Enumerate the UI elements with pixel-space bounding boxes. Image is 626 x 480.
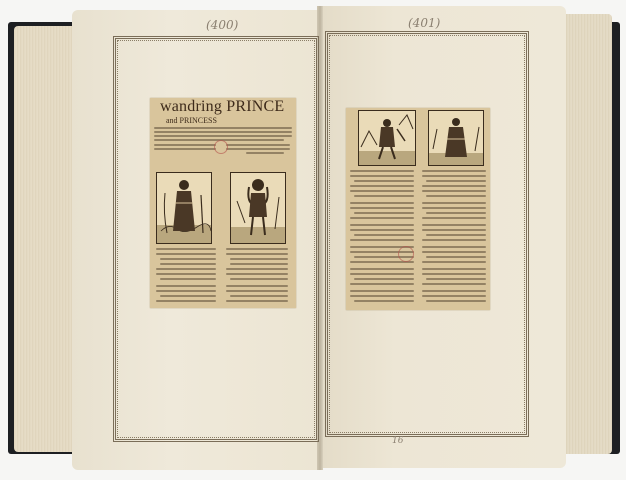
verse-line: [422, 246, 486, 248]
verse-line: [354, 234, 414, 236]
verse-line: [156, 273, 216, 275]
verse-line: [354, 180, 414, 182]
verse-line: [422, 185, 486, 187]
text-line: [154, 135, 292, 137]
text-line: [154, 144, 216, 146]
verse-line: [426, 180, 486, 182]
verse-line: [422, 239, 486, 241]
verse-line: [426, 234, 486, 236]
verse-line: [422, 175, 486, 177]
verse-line: [226, 268, 288, 270]
verse-line: [156, 300, 216, 302]
verse-line: [350, 217, 414, 219]
library-stamp: [214, 140, 228, 154]
ballad-subtitle: and PRINCESS: [166, 116, 217, 125]
text-line: [154, 127, 292, 129]
verse-line: [350, 268, 414, 270]
verse-line: [226, 300, 288, 302]
verse-line: [230, 295, 288, 297]
verse-line: [426, 300, 486, 302]
verse-line: [226, 248, 288, 250]
verse-line: [422, 261, 486, 263]
prince-figure-illustration: [231, 173, 285, 243]
left-page-edges: [14, 26, 76, 452]
verse-line: [156, 268, 216, 270]
woman-figure-illustration: [429, 111, 483, 165]
verse-line: [156, 290, 216, 292]
princess-figure-illustration: [157, 173, 211, 243]
woodcut-prince: [230, 172, 286, 244]
text-line: [226, 144, 290, 146]
text-line: [226, 148, 290, 150]
verse-line: [354, 300, 414, 302]
verse-line: [156, 285, 216, 287]
verse-line: [226, 285, 288, 287]
verse-line: [422, 207, 486, 209]
verse-line: [422, 229, 486, 231]
text-line: [246, 152, 284, 154]
verse-line: [350, 170, 414, 172]
verse-line: [426, 278, 486, 280]
verse-line: [226, 290, 288, 292]
verse-line: [354, 212, 414, 214]
text-line: [154, 148, 216, 150]
verse-line: [422, 251, 486, 253]
woodcut-traveller: [358, 110, 416, 166]
left-folio: (400): [206, 18, 239, 32]
woodcut-princess: [156, 172, 212, 244]
verse-line: [156, 253, 216, 255]
verse-line: [230, 258, 288, 260]
verse-line: [354, 195, 414, 197]
verse-line: [422, 290, 486, 292]
text-line: [154, 131, 292, 133]
verse-line: [350, 295, 414, 297]
right-page-edges: [560, 14, 612, 454]
verse-line: [422, 268, 486, 270]
verse-line: [350, 229, 414, 231]
verse-line: [156, 248, 216, 250]
verse-line: [422, 224, 486, 226]
library-stamp: [398, 246, 414, 262]
verse-line: [230, 263, 288, 265]
verse-line: [226, 273, 288, 275]
verse-line: [350, 290, 414, 292]
verse-line: [350, 224, 414, 226]
verse-line: [422, 217, 486, 219]
verse-line: [422, 170, 486, 172]
verse-line: [160, 258, 216, 260]
woodcut-woman: [428, 110, 484, 166]
left-ballad-sheet: [150, 98, 296, 308]
verse-line: [160, 263, 216, 265]
verse-line: [350, 239, 414, 241]
verse-line: [426, 195, 486, 197]
verse-line: [350, 202, 414, 204]
right-folio: (401): [408, 16, 441, 30]
verse-line: [422, 283, 486, 285]
verse-line: [230, 278, 288, 280]
verse-line: [354, 278, 414, 280]
verse-line: [422, 273, 486, 275]
verse-line: [160, 295, 216, 297]
verse-line: [350, 283, 414, 285]
right-ballad-sheet: [346, 108, 490, 310]
verse-line: [426, 212, 486, 214]
verse-line: [422, 295, 486, 297]
signature-mark: 16: [392, 436, 404, 446]
verse-line: [422, 202, 486, 204]
verse-line: [350, 175, 414, 177]
verse-line: [422, 190, 486, 192]
verse-line: [426, 256, 486, 258]
verse-line: [350, 190, 414, 192]
verse-line: [350, 185, 414, 187]
verse-line: [226, 253, 288, 255]
traveller-figure-illustration: [359, 111, 415, 165]
ballad-title: wandring PRINCE: [160, 98, 285, 115]
verse-line: [350, 273, 414, 275]
verse-line: [160, 278, 216, 280]
verse-line: [350, 207, 414, 209]
